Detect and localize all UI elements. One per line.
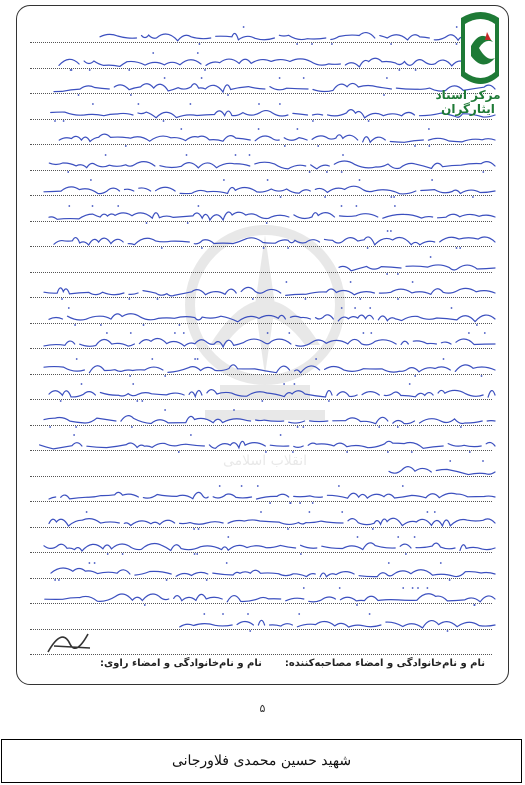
handwritten-text-line — [55, 50, 495, 72]
handwritten-text-line — [40, 356, 495, 378]
handwritten-text-line — [45, 381, 495, 403]
handwritten-text-line — [175, 611, 495, 633]
handwritten-text-line — [55, 126, 495, 148]
handwritten-text-line — [335, 254, 495, 276]
handwritten-text-line — [40, 407, 495, 429]
handwritten-text-line — [45, 560, 495, 582]
handwritten-text-line — [40, 177, 495, 199]
handwritten-text-line — [45, 509, 495, 531]
handwritten-text-line — [40, 330, 495, 352]
narrator-signature — [40, 622, 100, 662]
handwritten-text-line — [45, 152, 495, 174]
handwritten-text-line — [45, 305, 495, 327]
caption-box — [1, 739, 522, 783]
logo-title: مرکز اسناد ایثارگران — [435, 88, 501, 116]
page-number: ۵ — [259, 702, 266, 715]
handwritten-text-line — [40, 585, 495, 607]
handwritten-text-line — [35, 432, 495, 454]
narrator-signature-label: نام و نام‌خانوادگی و امضاء راوی: — [100, 658, 262, 669]
watermark-label: انقلاب اسلامی — [223, 453, 307, 469]
handwritten-text-line — [45, 203, 495, 225]
handwritten-text-line — [50, 228, 495, 250]
handwritten-text-line — [95, 24, 495, 46]
martyr-name-caption: شهید حسین محمدی فلاورجانی — [171, 753, 352, 769]
handwritten-text-line — [45, 483, 495, 505]
handwritten-text-line — [40, 279, 495, 301]
interviewer-signature-label: نام و نام‌خانوادگی و امضاء مصاحبه‌کننده: — [284, 658, 485, 669]
handwritten-text-line — [40, 534, 495, 556]
handwritten-text-line — [385, 458, 495, 480]
